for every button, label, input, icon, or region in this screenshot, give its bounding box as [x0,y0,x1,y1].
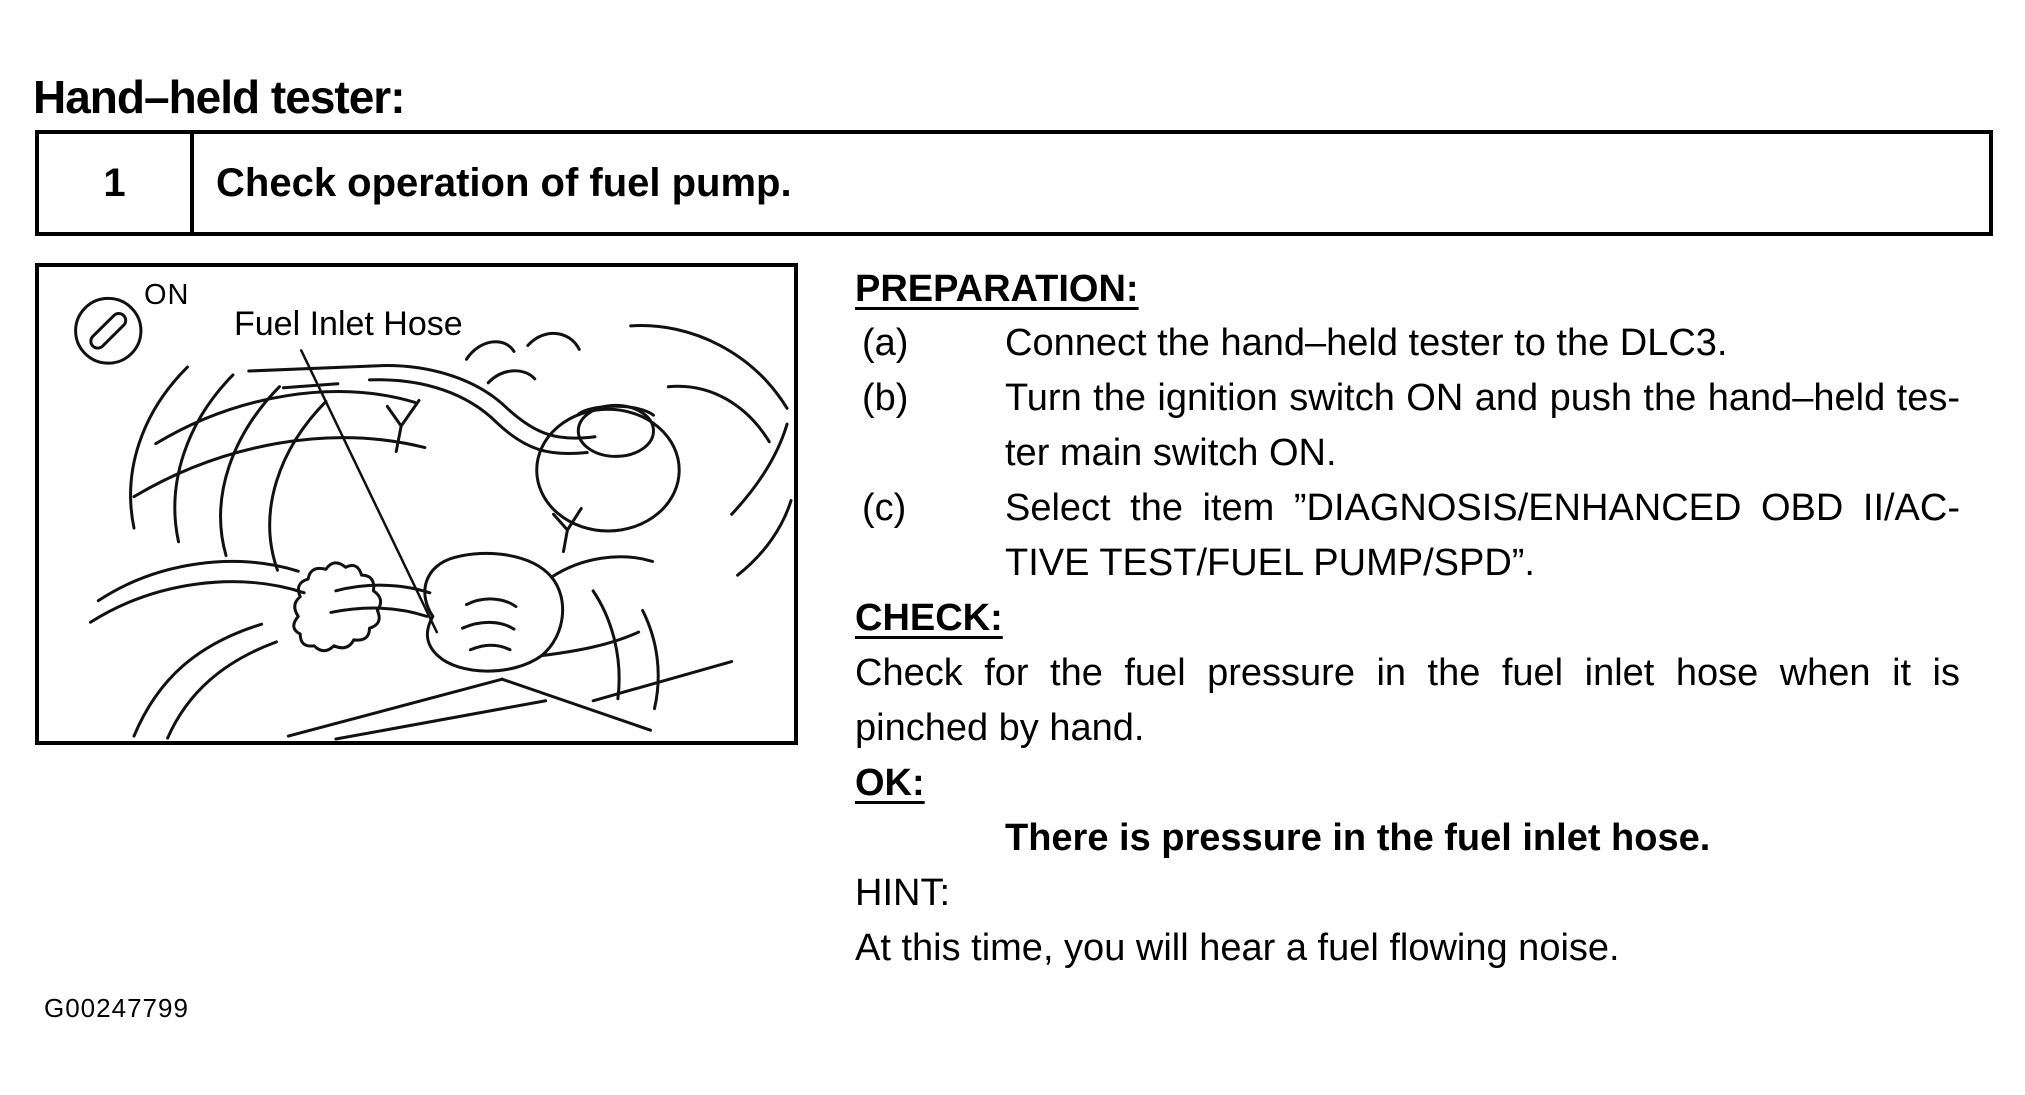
ok-heading: OK: [855,762,925,804]
step-table [35,130,1993,236]
step-title-cell: Check operation of fuel pump. [216,160,792,205]
figure-box [35,263,798,745]
step-b-text-line2: ter main switch ON. [1005,432,1337,474]
check-heading: CHECK: [855,597,1003,639]
figure-id-code: G00247799 [44,993,189,1023]
preparation-heading: PREPARATION: [855,268,1139,310]
fuel-inlet-hose-callout: Fuel Inlet Hose [234,305,463,343]
check-text-line2: pinched by hand. [855,707,1145,749]
step-a-text: Connect the hand–held tester to the DLC3. [1005,322,1728,364]
check-text-line1: Check for the fuel pressure in the fuel inlet hose when it is [855,652,1960,694]
step-c-text-line1: Select the item ”DIAGNOSIS/ENHANCED OBD II/AC- [1005,487,1960,529]
step-c-label: (c) [862,487,907,529]
step-b-label: (b) [862,377,909,419]
page-title: Hand–held tester: [33,71,405,123]
hint-text: At this time, you will hear a fuel flowing noise. [855,927,1620,969]
engine-line-art [90,326,791,739]
step-a-label: (a) [862,322,909,364]
ok-result-text: There is pressure in the fuel inlet hose. [1005,817,1711,859]
step-b-text-line1: Turn the ignition switch ON and push the hand–held tes- [1005,377,1960,419]
ignition-on-label: ON [144,279,190,311]
hint-heading: HINT: [855,872,950,914]
step-c-text-line2: TIVE TEST/FUEL PUMP/SPD”. [1005,542,1535,584]
step-number-cell: 1 [39,134,194,232]
ignition-key-icon [76,298,141,363]
